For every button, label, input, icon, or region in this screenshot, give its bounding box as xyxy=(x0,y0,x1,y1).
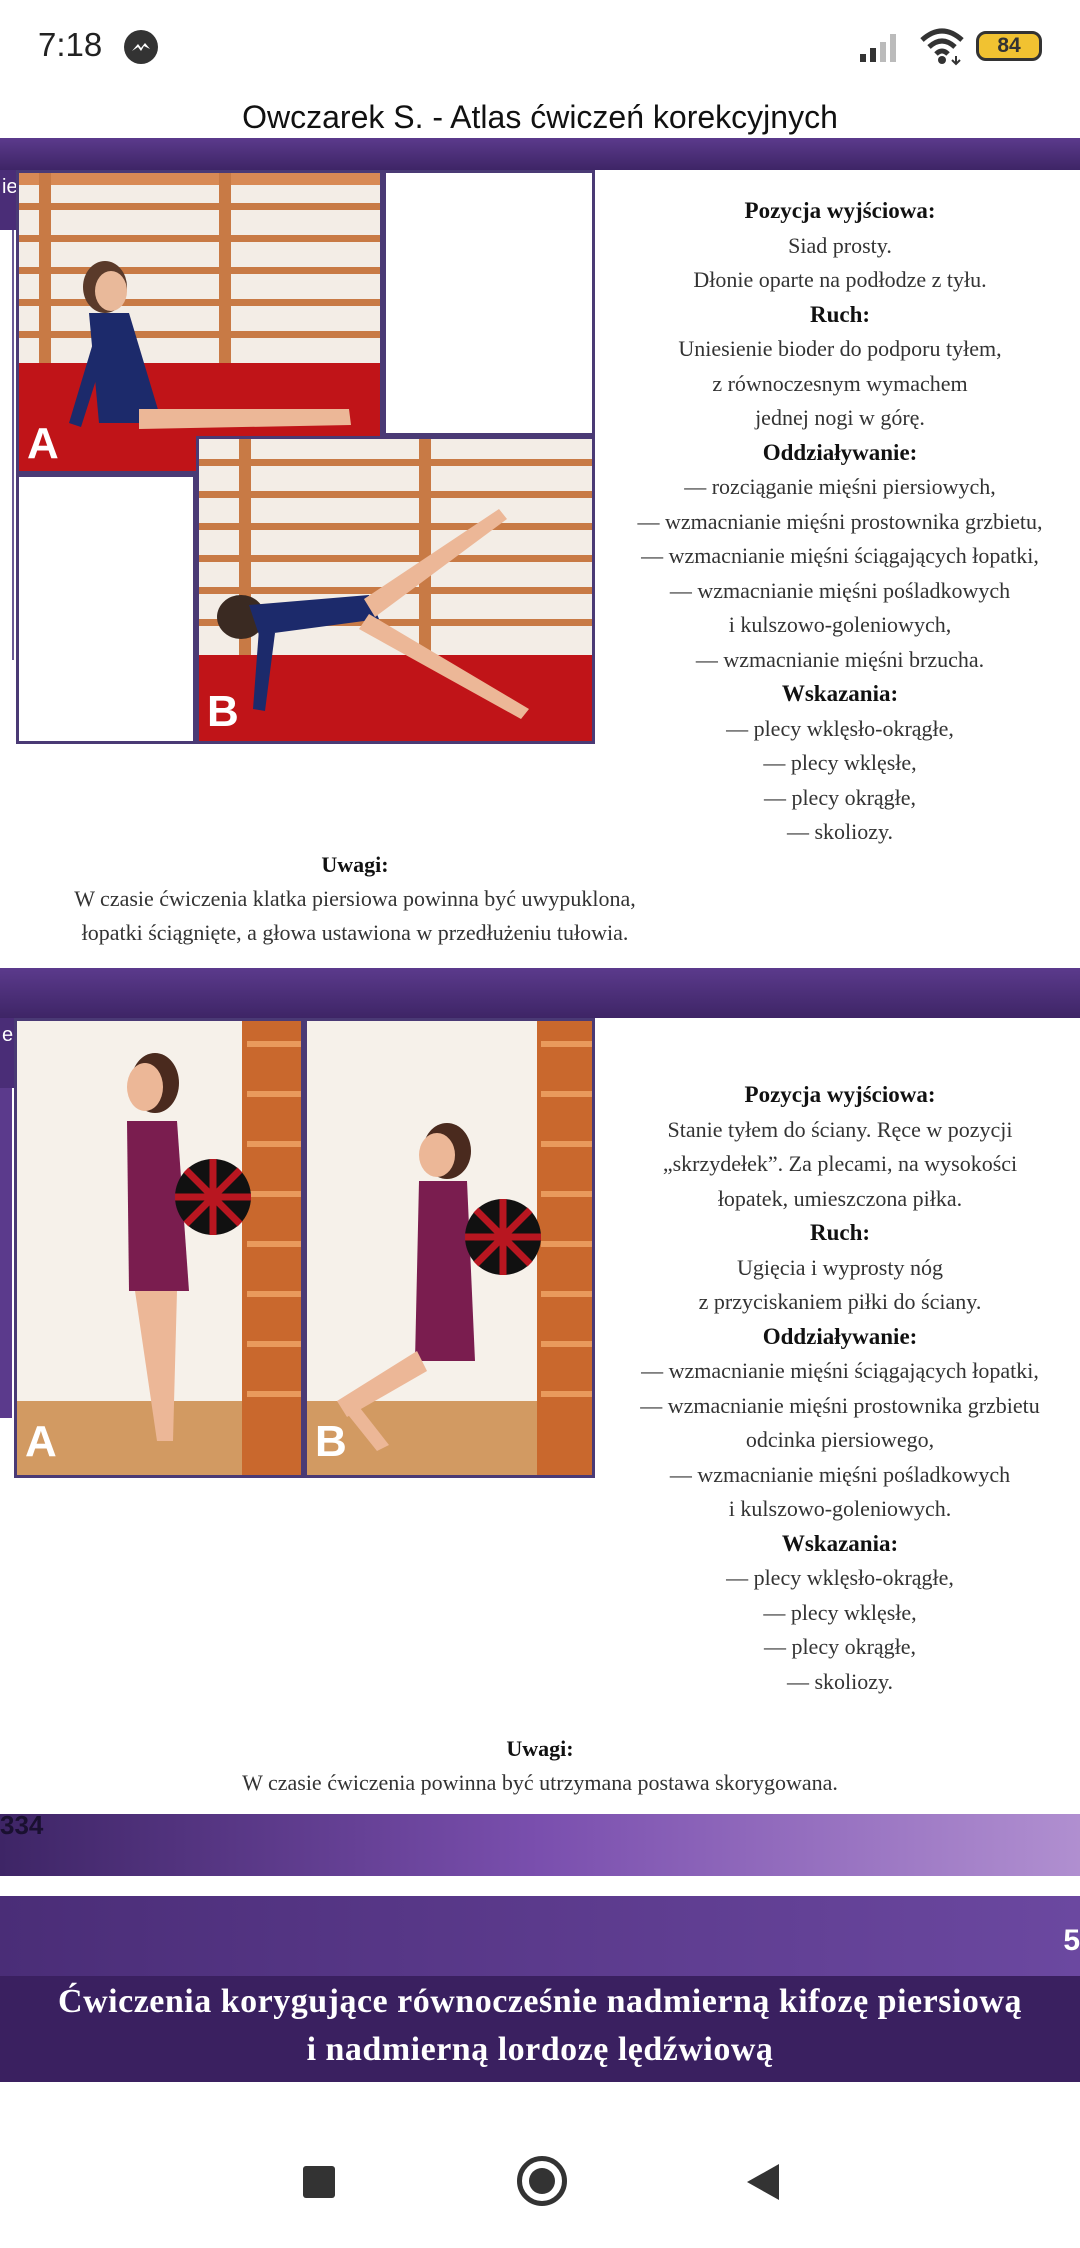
starting-position-heading: Pozycja wyjściowa: xyxy=(744,198,936,223)
starting-position-heading: Pozycja wyjściowa: xyxy=(744,1082,936,1107)
text-line: Stanie tyłem do ściany. Ręce w pozycji xyxy=(667,1116,1013,1142)
photo-label-b: B xyxy=(315,1417,347,1466)
exercise-2-notes xyxy=(0,1732,1080,1800)
wall-squat-illustration xyxy=(307,1021,595,1478)
page-section-band xyxy=(0,968,1080,1018)
status-bar xyxy=(0,0,1080,96)
text-line: Uniesienie bioder do podporu tyłem, xyxy=(678,336,1002,361)
text-line: — plecy wklęsłe, xyxy=(763,1599,917,1625)
text-line: jednej nogi w górę. xyxy=(755,405,925,430)
text-line: — skoliozy. xyxy=(786,819,894,844)
text-line: odcinka piersiowego, xyxy=(745,1427,935,1452)
text-line: łopatek, umieszczona piłka. xyxy=(717,1185,963,1211)
circle-home-icon[interactable] xyxy=(517,2156,567,2206)
movement-heading: Ruch: xyxy=(809,301,871,327)
effects-heading: Oddziaływanie: xyxy=(762,439,918,465)
text-line: — wzmacnianie mięśni prostownika grzbietu xyxy=(640,1392,1040,1418)
ladder-wall-illustration xyxy=(19,173,383,474)
page-footer-band xyxy=(0,1814,1080,1876)
text-line: „skrzydełek”. Za plecami, na wysokości xyxy=(662,1151,1018,1176)
chapter-title-line: i nadmierną lordozę lędźwiową xyxy=(306,2031,774,2068)
text-line: — wzmacnianie mięśni pośladkowych xyxy=(669,577,1011,603)
text-line: W czasie ćwiczenia powinna być utrzymana postawa skorygowana. xyxy=(242,1770,838,1795)
status-time: 7:18 xyxy=(38,26,103,63)
battery-indicator: 84 xyxy=(976,31,1042,61)
text-line: W czasie ćwiczenia klatka piersiowa powinna być uwypuklona, xyxy=(74,886,636,911)
ladder-wall-illustration xyxy=(199,439,595,744)
exercise-1-photo-a xyxy=(16,170,383,474)
wifi-icon xyxy=(918,26,966,66)
text-line: — wzmacnianie mięśni pośladkowych xyxy=(669,1461,1011,1487)
pdf-page-viewer[interactable] xyxy=(0,138,1080,2120)
side-tab-strip xyxy=(0,1088,12,1418)
indications-heading: Wskazania: xyxy=(781,1530,899,1556)
chapter-header-band xyxy=(0,1896,1080,1976)
photo-label-b: B xyxy=(207,687,239,736)
chapter-title-line: Ćwiczenia korygujące równocześnie nadmierną kifozę piersiową xyxy=(58,1983,1022,2020)
photo-label-a: A xyxy=(27,419,59,468)
text-line: i kulszowo-goleniowych, xyxy=(728,612,952,637)
effects-heading: Oddziaływanie: xyxy=(762,1323,918,1349)
square-recents-icon[interactable] xyxy=(303,2166,335,2198)
text-line: Siad prosty. xyxy=(788,232,892,258)
text-line: — wzmacnianie mięśni ściągających łopatki, xyxy=(641,543,1039,568)
text-line: — plecy okrągłe, xyxy=(763,1634,917,1659)
text-line: — skoliozy. xyxy=(786,1668,894,1694)
text-line: — plecy wklęsło-okrągłe, xyxy=(726,715,954,741)
exercise-1-notes xyxy=(0,848,710,950)
side-tab: ie xyxy=(0,170,22,230)
text-line: — plecy wklęsłe, xyxy=(763,750,917,775)
exercise-2-description xyxy=(600,1078,1080,1699)
side-tab-strip xyxy=(0,230,14,660)
chapter-title xyxy=(0,1978,1080,2074)
text-line: — rozciąganie mięśni piersiowych, xyxy=(684,474,996,499)
document-title: Owczarek S. - Atlas ćwiczeń korekcyjnych xyxy=(242,99,838,135)
navigation-bar xyxy=(0,2120,1080,2248)
text-line: — wzmacnianie mięśni prostownika grzbietu, xyxy=(637,508,1043,534)
text-line: — plecy wklęsło-okrągłe, xyxy=(726,1565,954,1590)
exercise-1-blank-panel xyxy=(383,170,595,436)
messenger-icon xyxy=(124,30,158,64)
text-line: i kulszowo-goleniowych. xyxy=(728,1496,952,1521)
text-line: z przyciskaniem piłki do ściany. xyxy=(698,1289,982,1314)
cellular-signal-icon xyxy=(858,30,904,64)
text-line: Dłonie oparte na podłodze z tyłu. xyxy=(693,267,987,292)
notes-heading: Uwagi: xyxy=(321,852,389,877)
exercise-1-photo-b xyxy=(196,436,595,744)
triangle-back-icon[interactable] xyxy=(747,2164,779,2200)
photo-label-a: A xyxy=(25,1417,57,1466)
exercise-1-blank-panel-left xyxy=(16,474,196,744)
text-line: — plecy okrągłe, xyxy=(763,784,917,810)
text-line: Ugięcia i wyprosty nóg xyxy=(737,1254,943,1280)
page-header-band xyxy=(0,138,1080,170)
wall-standing-illustration xyxy=(17,1021,304,1478)
exercise-2-photo-b xyxy=(304,1018,595,1478)
text-line: — wzmacnianie mięśni brzucha. xyxy=(695,646,985,672)
notes-heading: Uwagi: xyxy=(506,1736,574,1761)
text-line: z równoczesnym wymachem xyxy=(712,370,968,396)
indications-heading: Wskazania: xyxy=(781,681,899,706)
page-number: 334 xyxy=(0,1810,44,1840)
exercise-1-description xyxy=(600,194,1080,850)
movement-heading: Ruch: xyxy=(809,1220,871,1245)
chapter-number: 5 xyxy=(1063,1924,1080,1957)
text-line: — wzmacnianie mięśni ściągających łopatki, xyxy=(641,1358,1039,1383)
exercise-2-photo-a xyxy=(14,1018,304,1478)
text-line: łopatki ściągnięte, a głowa ustawiona w przedłużeniu tułowia. xyxy=(81,920,629,945)
side-tab: e xyxy=(0,1018,22,1088)
